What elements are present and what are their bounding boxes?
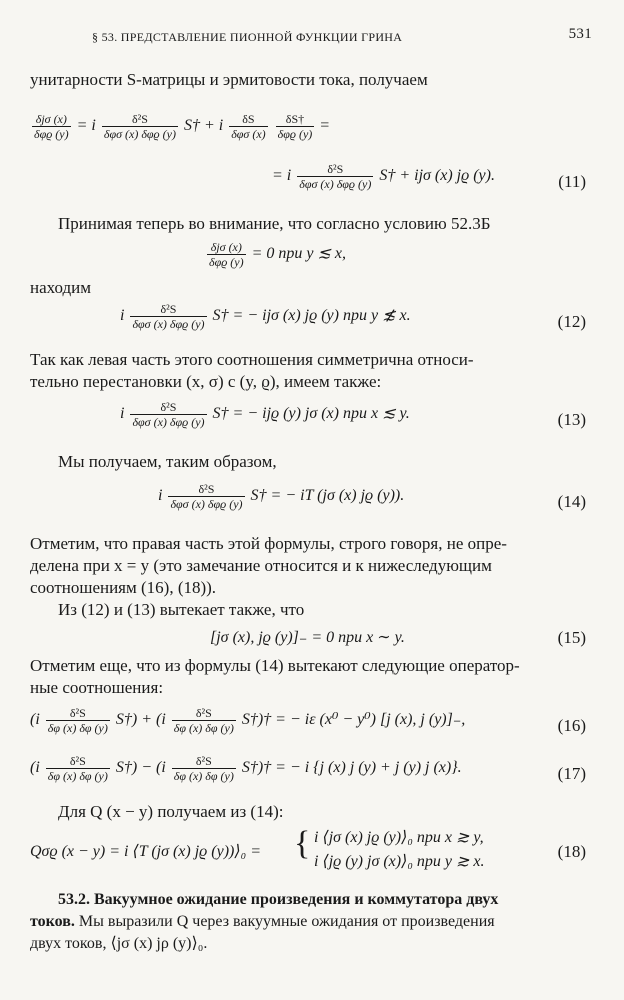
section-heading: 53.2. Вакуумное ожидание произведения и коммутатора двух [58, 891, 499, 908]
paragraph-line: соотношениям (16), (18)). [30, 578, 217, 597]
fraction: $\frac{\text{δ²S}}{\text{δφσ (x) δφϱ (y)}}$ [132, 302, 205, 331]
paragraph-line: делена при x = y (это замечание относится и к нижеследующим [30, 556, 492, 575]
fraction: $\frac{\text{δ²S}}{\delta\varphi (x) \delta\varphi (y)}$ [47, 706, 108, 735]
equation-number: (18) [557, 842, 586, 861]
equation-14: i $\frac{\text{δ²S}}{\text{δφσ (x) δφϱ (y)}}$ S† = − iT (jσ (x) jϱ (y)). [158, 482, 405, 511]
equation-17: (i $\frac{\text{δ²S}}{\delta\varphi (x) \delta\varphi (y)}$ S†) − (i $\frac{\text{δ²S}}{\delta\varphi (x) \delta\varphi (y)}$ S†)† = − i {j (x) j (y) + j (y) j (x)}. [30, 754, 462, 783]
equation-number: (15) [557, 628, 586, 647]
paragraph-line: ные соотношения: [30, 678, 164, 697]
paragraph-line: двух токов, ⟨jσ (x) jρ (y)⟩₀. [30, 935, 208, 952]
equation-18-lhs: Qσϱ (x − y) = i ⟨T (jσ (x) jϱ (y))⟩₀ = [30, 843, 261, 860]
paragraph-line: унитарности S-матрицы и эрмитовости тока, получаем [30, 70, 428, 89]
equation-number: (17) [557, 764, 586, 783]
paragraph-line: Отметим, что правая часть этой формулы, строго говоря, не опре- [30, 534, 507, 553]
paragraph-line: Отметим еще, что из формулы (14) вытекают следующие оператор- [30, 656, 520, 675]
paragraph-line: тельно перестановки (x, σ) с (y, ϱ), имеем также: [30, 372, 382, 391]
paragraph-line: токов. Мы выразили Q через вакуумные ожидания от произведения [30, 913, 495, 930]
brace: { [294, 825, 311, 862]
equation-number: (11) [558, 172, 586, 191]
fraction: $\frac{\text{δjσ (x)}}{\text{δφϱ (y)}}$ [34, 112, 69, 141]
paragraph-line: Для Q (x − y) получаем из (14): [58, 802, 284, 821]
fraction: $\frac{\text{δ²S}}{\text{δφσ (x) δφϱ (y)}}$ [299, 162, 372, 191]
equation-13: i $\frac{\text{δ²S}}{\text{δφσ (x) δφϱ (y)}}$ S† = − ijϱ (y) jσ (x) при x ≲ y. [120, 400, 410, 429]
page-number: 531 [568, 26, 592, 42]
running-header [92, 26, 592, 45]
equation-16: (i $\frac{\text{δ²S}}{\delta\varphi (x) \delta\varphi (y)}$ S†) + (i $\frac{\text{δ²S}}{\delta\varphi (x) \delta\varphi (y)}$ S†)† = − iε (x⁰ − y⁰) [j (x), j (y)]₋, [30, 706, 466, 735]
fraction: $\frac{\text{δ²S}}{\text{δφσ (x) δφϱ (y)}}$ [170, 482, 243, 511]
header-title: § 53. ПРЕДСТАВЛЕНИЕ ПИОННОЙ ФУНКЦИИ ГРИНА [92, 30, 403, 44]
paragraph-line: Принимая теперь во внимание, что согласно условию 52.3Б [58, 214, 491, 233]
fraction: $\frac{\text{δjσ (x)}}{\text{δφϱ (y)}}$ [209, 240, 244, 269]
equation-11-line-1: $\frac{\text{δjσ (x)}}{\text{δφϱ (y)}}$ = i $\frac{\text{δ²S}}{\text{δφσ (x) δφϱ (y)}}$ S† + i $\frac{\delta S}{\text{δφσ (x)}}$ $\frac{\delta S\dagger}{\text{δφϱ (y)}}$ = [34, 112, 330, 141]
paragraph-line: находим [30, 278, 92, 297]
equation-number: (16) [557, 716, 586, 735]
equation-18-case-2: i ⟨jϱ (y) jσ (x)⟩₀ при y ≳ x. [314, 853, 485, 870]
equation-11-line-2: = i $\frac{\text{δ²S}}{\text{δφσ (x) δφϱ (y)}}$ S† + ijσ (x) jϱ (y). [272, 162, 495, 191]
fraction: $\frac{\delta S}{\text{δφσ (x)}}$ [231, 112, 266, 141]
paragraph-line: Из (12) и (13) вытекает также, что [58, 600, 305, 619]
equation-18-case-1: i ⟨jσ (x) jϱ (y)⟩₀ при x ≳ y, [314, 829, 484, 846]
fraction: $\frac{\text{δ²S}}{\delta\varphi (x) \delta\varphi (y)}$ [47, 754, 108, 783]
paragraph-line: Мы получаем, таким образом, [58, 452, 277, 471]
fraction: $\frac{\text{δ²S}}{\delta\varphi (x) \delta\varphi (y)}$ [173, 754, 234, 783]
fraction: $\frac{\text{δ²S}}{\text{δφσ (x) δφϱ (y)}}$ [132, 400, 205, 429]
equation-12: i $\frac{\text{δ²S}}{\text{δφσ (x) δφϱ (y)}}$ S† = − ijσ (x) jϱ (y) при y ≴ x. [120, 302, 411, 331]
equation-15: [jσ (x), jϱ (y)]₋ = 0 при x ∼ y. [210, 629, 405, 646]
fraction: $\frac{\text{δ²S}}{\delta\varphi (x) \delta\varphi (y)}$ [173, 706, 234, 735]
equation-number: (14) [557, 492, 586, 511]
paragraph-line: Так как левая часть этого соотношения симметрична относи- [30, 350, 474, 369]
equation-number: (12) [557, 312, 586, 331]
fraction: $\frac{\text{δ²S}}{\text{δφσ (x) δφϱ (y)}}$ [103, 112, 176, 141]
equation-condition: $\frac{\text{δjσ (x)}}{\text{δφϱ (y)}}$ = 0 при y ≲ x, [209, 240, 347, 269]
equation-number: (13) [557, 410, 586, 429]
fraction: $\frac{\delta S\dagger}{\text{δφϱ (y)}}$ [277, 112, 313, 141]
